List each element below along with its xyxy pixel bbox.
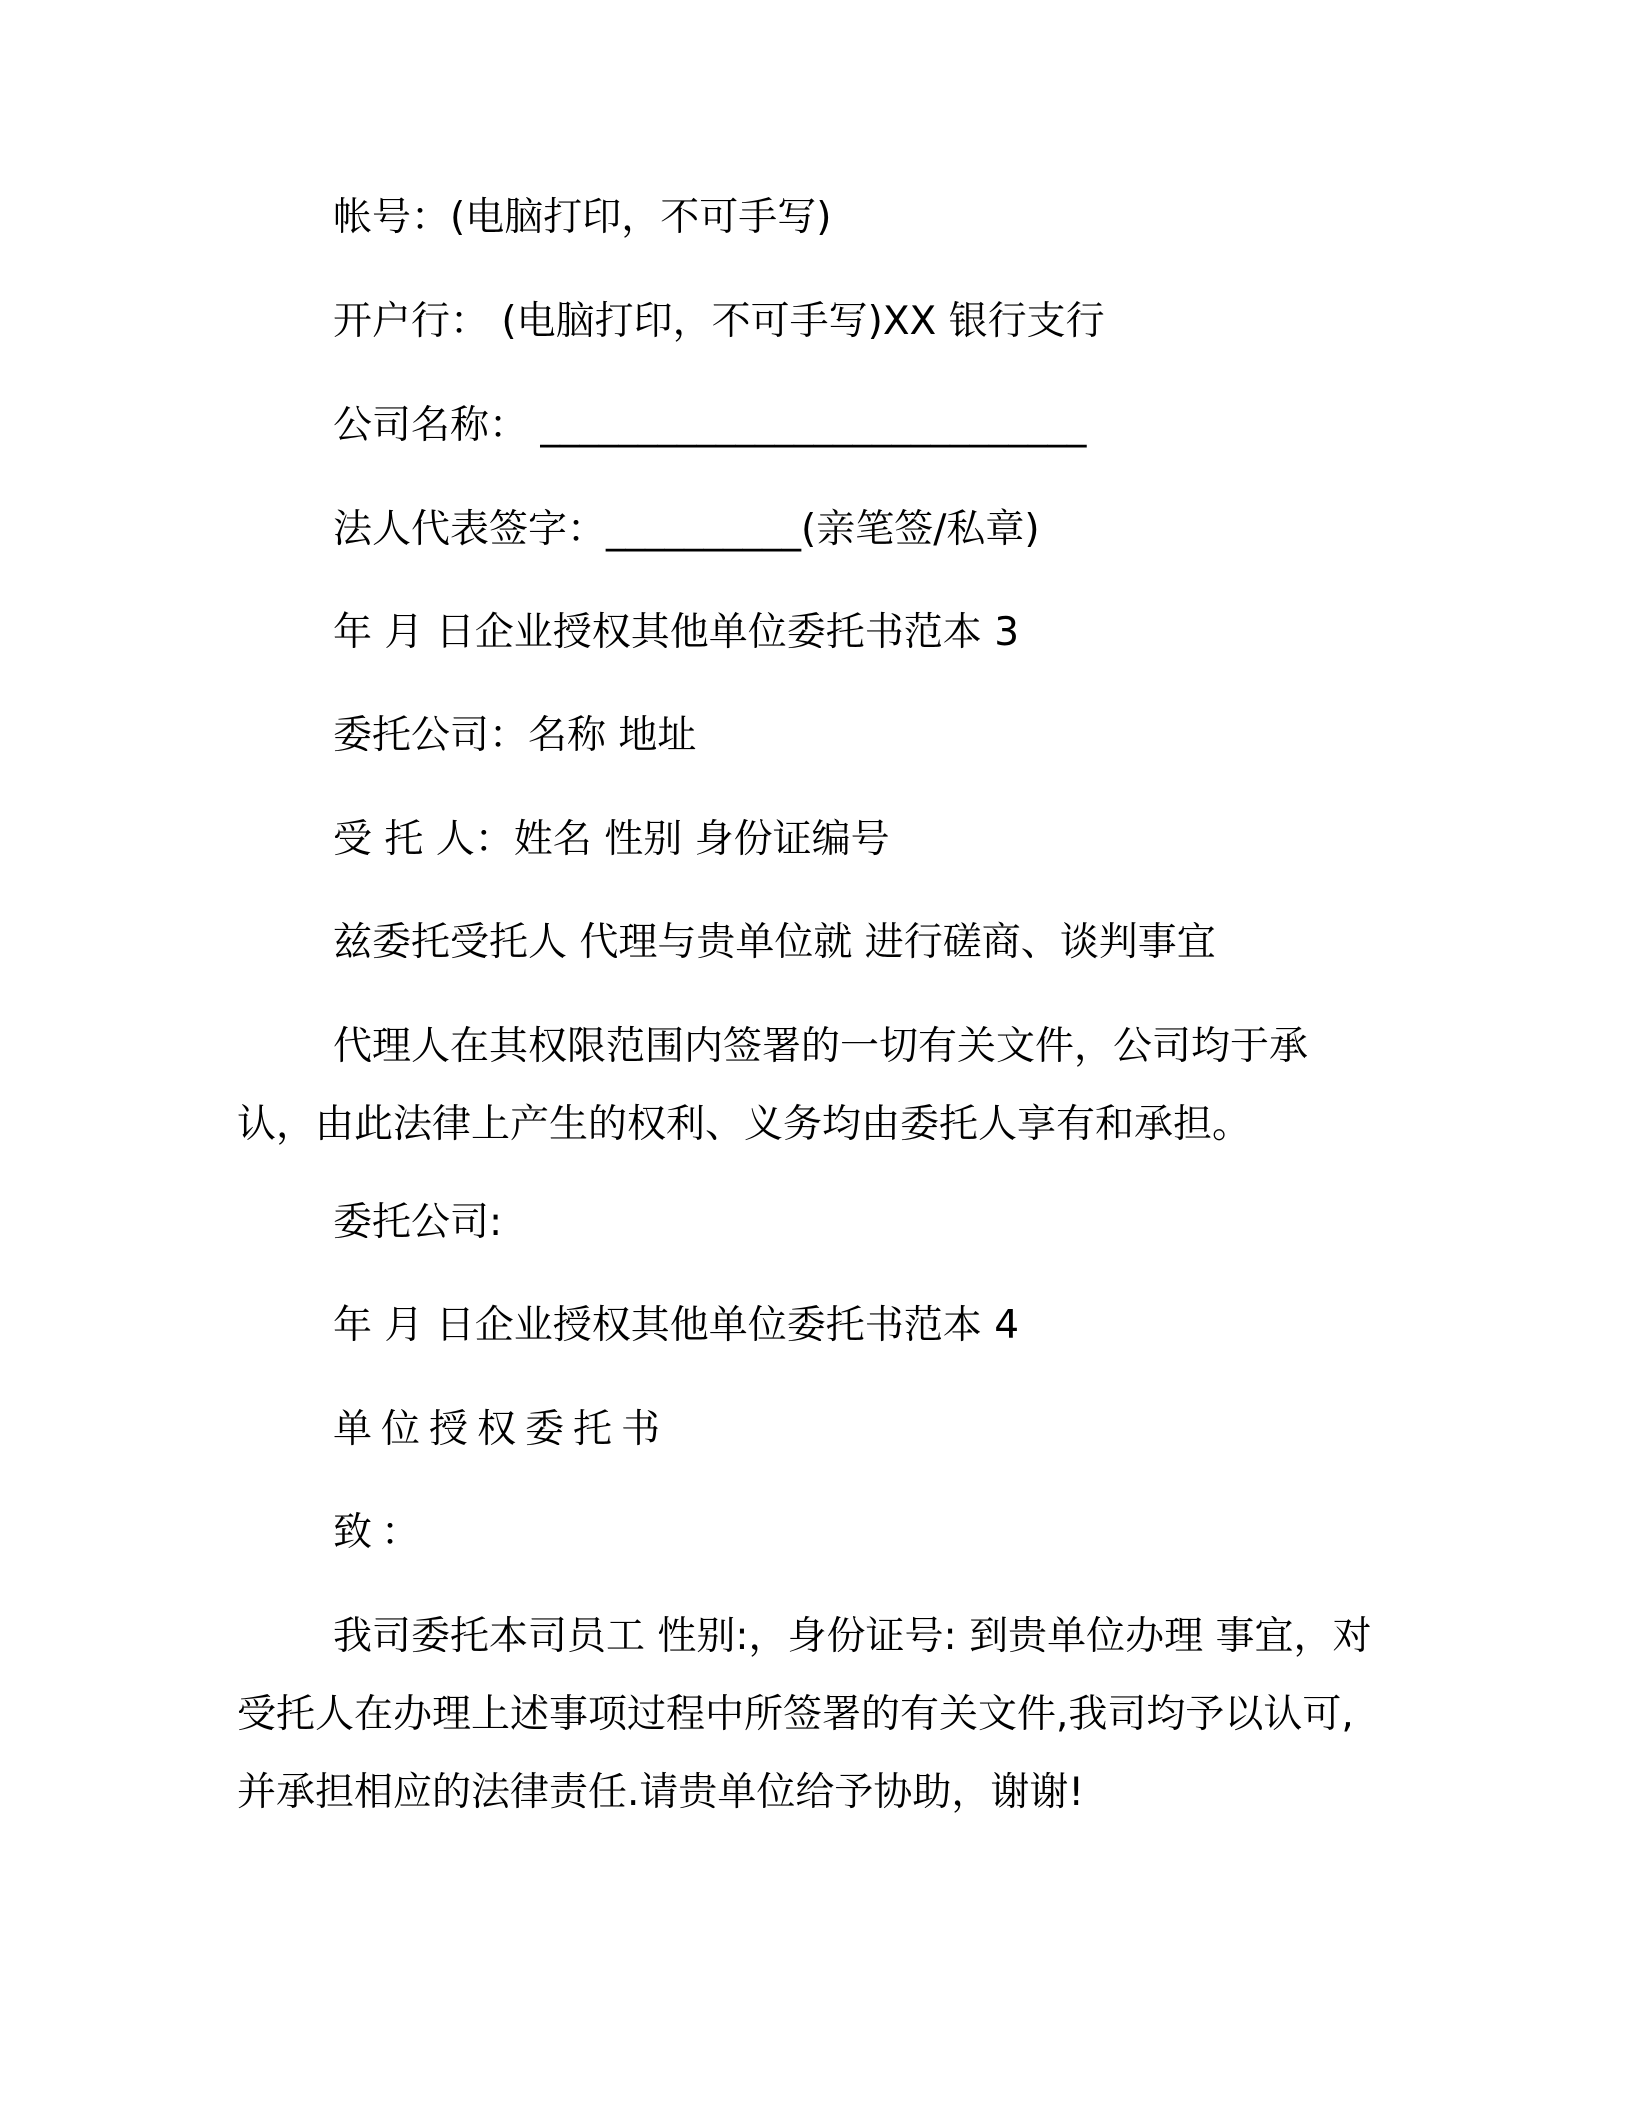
letter-title: 单位授权委托书 [333, 1407, 670, 1452]
trustee-line: 受 托 人：姓名 性别 身份证编号 [333, 817, 890, 862]
entrusting-company-signature: 委托公司: [333, 1200, 503, 1245]
salutation: 致： [333, 1510, 430, 1555]
template-4-heading: 年 月 日企业授权其他单位委托书范本 4 [333, 1303, 1020, 1348]
delegation-paragraph: 我司委托本司员工 性别:，身份证号: 到贵单位办理 事宜，对受托人在办理上述事项过程中所签署的有关文件,我司均予以认可,并承担相应的法律责任.请贵单位给予协助，谢谢! [237, 1614, 1372, 1815]
template-3-heading: 年 月 日企业授权其他单位委托书范本 3 [333, 610, 1020, 655]
account-number-line: 帐号：(电脑打印，不可手写) [333, 195, 832, 240]
bank-line: 开户行： (电脑打印，不可手写)XX 银行支行 [333, 299, 1105, 344]
entrusting-company-line: 委托公司：名称 地址 [333, 713, 697, 758]
legal-rep-signature-line: 法人代表签字：__________(亲笔签/私章) [333, 507, 1040, 552]
company-name-line: 公司名称： ____________________________ [333, 403, 1087, 448]
authorization-line: 兹委托受托人 代理与贵单位就 进行磋商、谈判事宜 [333, 920, 1216, 965]
agent-authority-paragraph: 代理人在其权限范围内签署的一切有关文件，公司均于承认，由此法律上产生的权利、义务均由委托人享有和承担。 [237, 1024, 1309, 1147]
